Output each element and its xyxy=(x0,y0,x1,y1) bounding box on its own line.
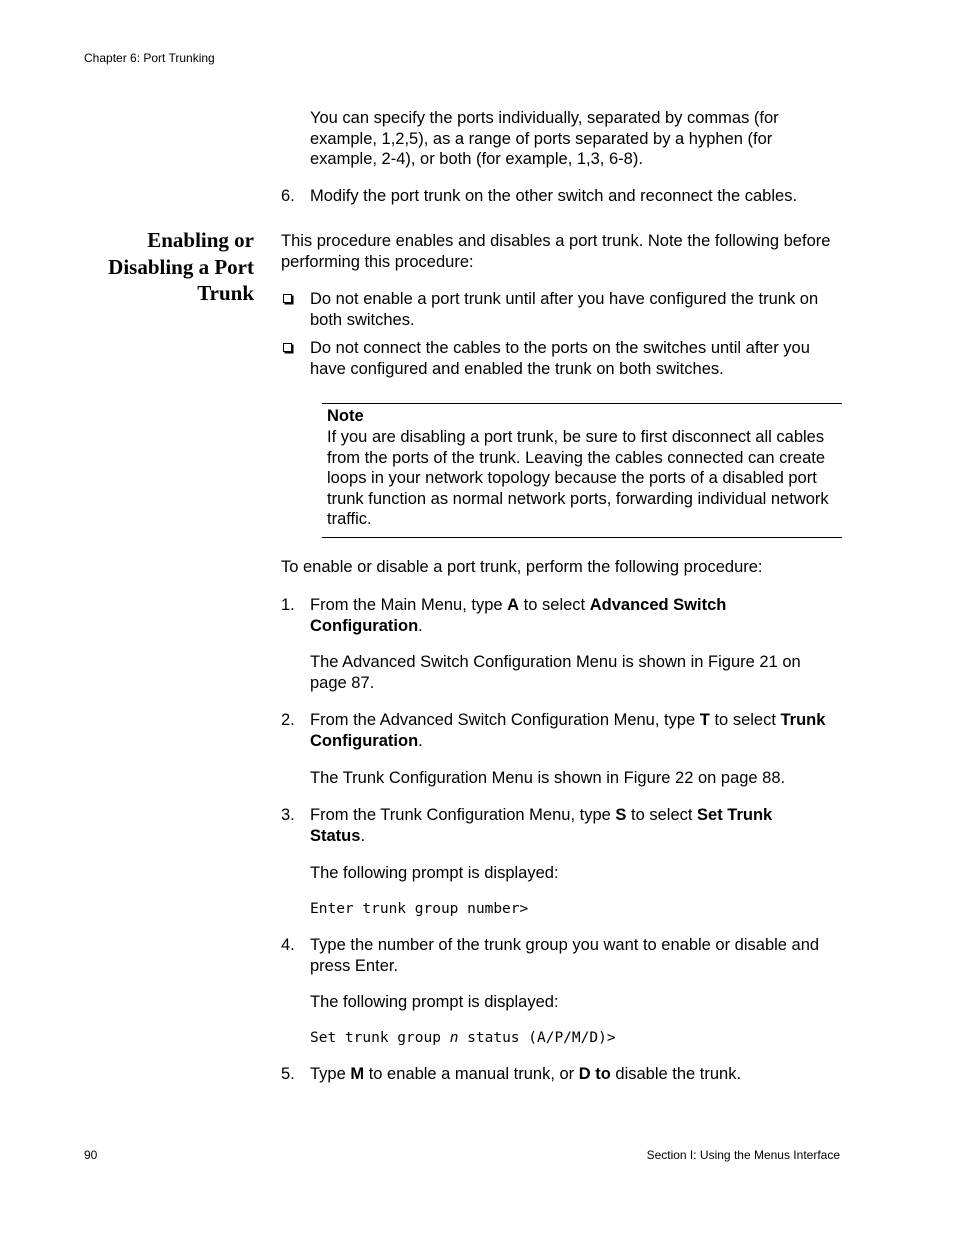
note-title: Note xyxy=(327,407,364,425)
page-number: 90 xyxy=(84,1148,98,1162)
key-t: T xyxy=(699,711,710,729)
step-4-sub: The following prompt is displayed: xyxy=(310,993,559,1011)
note-bottom-rule xyxy=(322,537,842,538)
step-3-sub: The following prompt is displayed: xyxy=(310,864,559,882)
chapter-header: Chapter 6: Port Trunking xyxy=(84,51,215,65)
section-intro: This procedure enables and disables a port trunk. Note the following before performing this procedure: xyxy=(281,232,831,271)
step-5-text: Type M to enable a manual trunk, or D to disable the trunk. xyxy=(310,1065,742,1083)
key-m: M xyxy=(350,1065,365,1083)
step-1-sub: The Advanced Switch Configuration Menu is shown in Figure 21 on page 87. xyxy=(310,653,801,692)
key-s: S xyxy=(615,806,627,824)
prompt-code: Set trunk group n status (A/P/M/D)> xyxy=(310,1030,616,1046)
key-d: D to xyxy=(578,1065,611,1083)
step-2-text: From the Advanced Switch Configuration Menu, type T to select Trunk Configuration. xyxy=(310,711,826,750)
step-1-number: 1. xyxy=(281,596,295,614)
step-4-text: Type the number of the trunk group you want to enable or disable and press Enter. xyxy=(310,936,820,975)
bullet-item: Do not connect the cables to the ports on the switches until after you have configured and enabled the trunk on both switches. xyxy=(310,339,810,378)
step-4-number: 4. xyxy=(281,936,295,954)
bullet-item: Do not enable a port trunk until after you have configured the trunk on both switches. xyxy=(310,290,819,329)
ports-note-paragraph: You can specify the ports individually, separated by commas (for example, 1,2,5), as a range of ports separated by a hyphen (for example, 2-4), or both (for example, 1,3, 6-8). xyxy=(310,109,779,168)
step-1-text: From the Main Menu, type A to select Advanced Switch Configuration. xyxy=(310,596,727,635)
code-variable: n xyxy=(449,1030,459,1046)
note-text: If you are disabling a port trunk, be sure to first disconnect all cables from the ports of the trunk. Leaving the cables connected can create loops in your network topology because the ports of a disabled port trunk function as normal network ports, forwarding individual network traffic. xyxy=(327,428,829,528)
menu-advanced-switch-configuration: Advanced Switch Configuration xyxy=(310,596,727,635)
key-a: A xyxy=(507,596,520,614)
procedure-lead: To enable or disable a port trunk, perform the following procedure: xyxy=(281,558,763,576)
section-heading-line-1: Enabling or xyxy=(147,228,254,252)
step-3-number: 3. xyxy=(281,806,295,824)
checkbox-bullet-icon xyxy=(283,294,292,303)
step-2-sub: The Trunk Configuration Menu is shown in Figure 22 on page 88. xyxy=(310,769,786,787)
checkbox-bullet-icon xyxy=(283,343,292,352)
step-5-number: 5. xyxy=(281,1065,295,1083)
section-heading xyxy=(60,227,254,307)
prompt-code: Enter trunk group number> xyxy=(310,901,529,917)
section-heading-line-2: Disabling a Port xyxy=(108,254,254,279)
section-heading-line-3: Trunk xyxy=(197,281,254,305)
step-2-number: 2. xyxy=(281,711,295,729)
footer-section: Section I: Using the Menus Interface xyxy=(646,1148,840,1162)
note-top-rule xyxy=(322,403,842,404)
step-3-text: From the Trunk Configuration Menu, type S to select Set Trunk Status. xyxy=(310,806,773,845)
step-6-text: Modify the port trunk on the other switch and reconnect the cables. xyxy=(310,187,798,205)
step-6-number: 6. xyxy=(281,187,295,205)
menu-trunk-configuration: Trunk Configuration xyxy=(310,711,826,750)
menu-set-trunk-status: Set Trunk Status xyxy=(310,806,773,845)
